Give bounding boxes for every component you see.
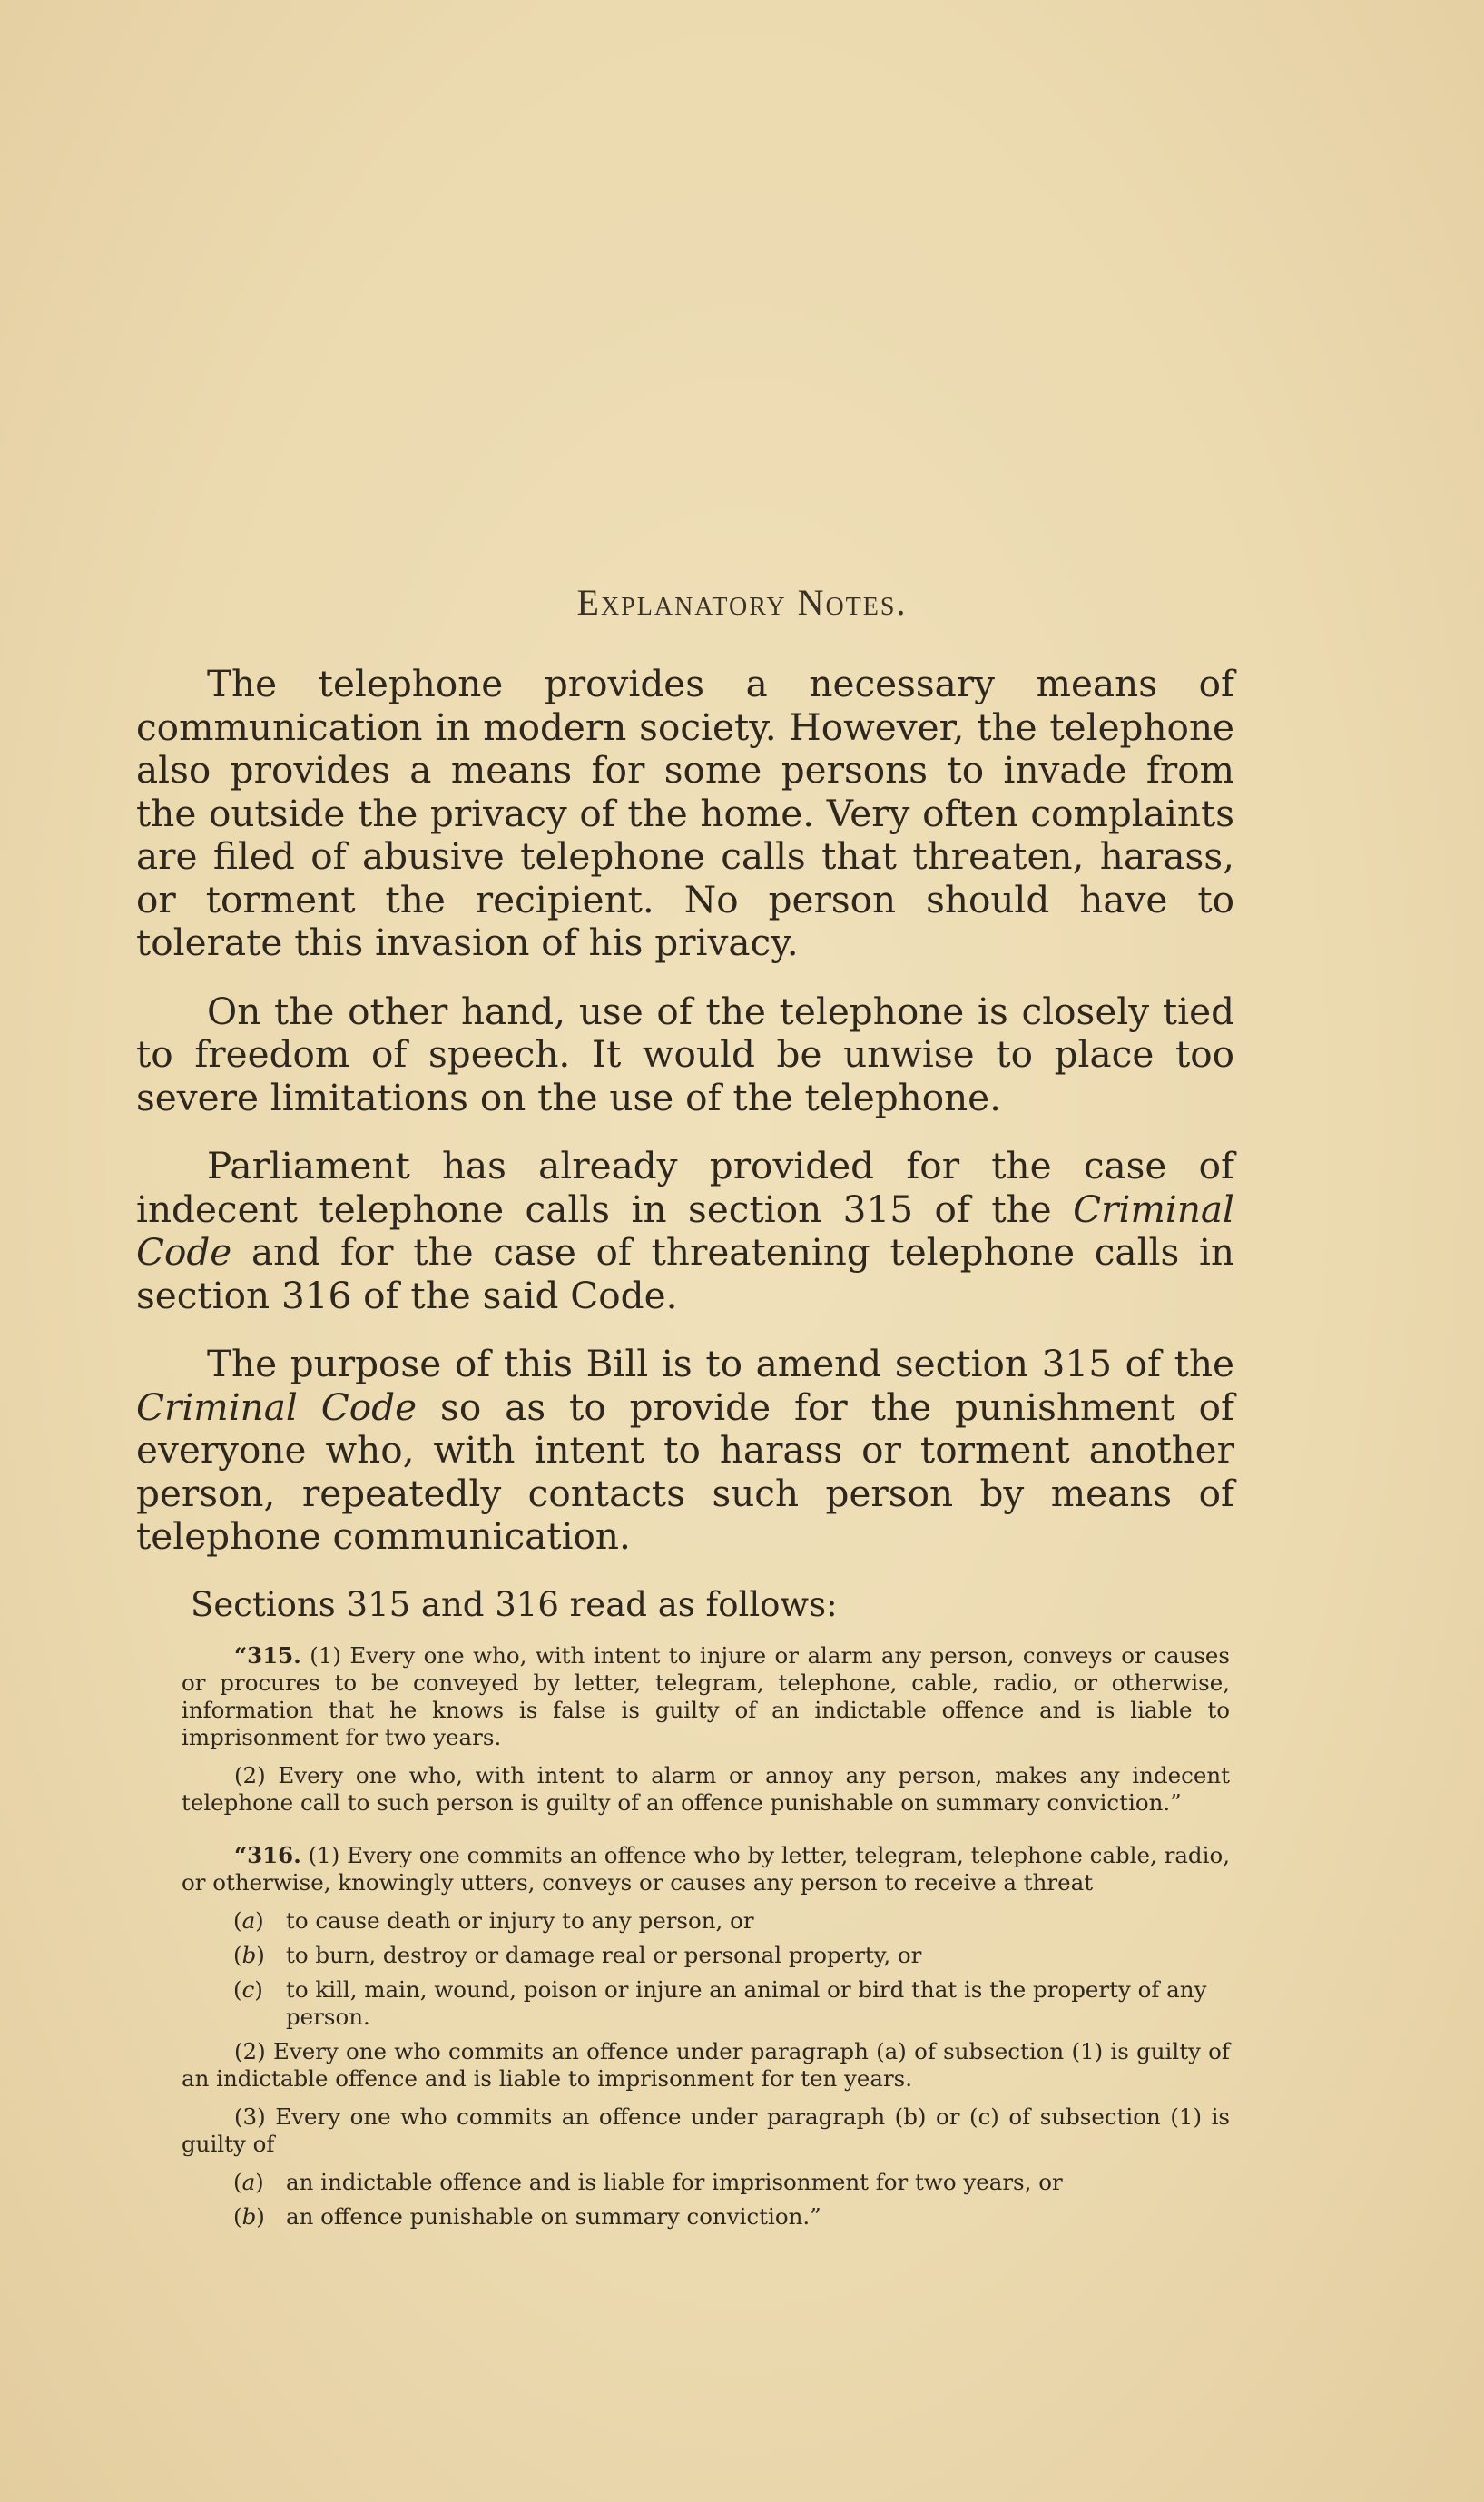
list-item-label: (a)	[233, 1906, 264, 1934]
paragraph-1: The telephone provides a necessary means of communication in modern society. However, the telephone also provides a means for some persons to invade from the outside the privacy of the home. Very often complaints are filed of abusive telephone calls that threaten, harass, or torment the recipient. No person should have to tolerate this invasion of his privacy.	[136, 662, 1234, 964]
list-item	[182, 2169, 1230, 2196]
explanatory-notes-body	[136, 663, 1234, 2238]
list-item	[182, 1942, 1230, 1969]
list-item-text: an indictable offence and is liable for imprisonment for two years, or	[286, 2168, 1063, 2195]
list-item	[182, 1976, 1230, 2031]
criminal-code-reference: Criminal Code	[136, 1187, 1234, 1274]
section-316-subsection-3: (3) Every one who commits an offence under paragraph (b) or (c) of subsection (1) is guilty of	[182, 2103, 1230, 2157]
list-item-text: to cause death or injury to any person, or	[286, 1906, 754, 1934]
paragraph-3-text-a: Parliament has already provided for the case of indecent telephone calls in section 315 of the	[136, 1144, 1234, 1231]
paragraph-3-text-b: and for the case of threatening telephone calls in section 316 of the said Code.	[136, 1230, 1234, 1317]
criminal-code-reference: Criminal Code	[136, 1384, 418, 1429]
quoted-sections	[182, 1642, 1230, 2231]
section-316-subsection-2: (2) Every one who commits an offence under paragraph (a) of subsection (1) is guilty of an indictable offence and is liable to imprisonment for ten years.	[182, 2037, 1230, 2092]
sections-lead-in: Sections 315 and 316 read as follows:	[191, 1584, 838, 1624]
section-315-subsection-1-text: (1) Every one who, with intent to injure or alarm any person, conveys or causes or procures to be conveyed by letter, telegram, telephone, cable, radio, or otherwise, information that he knows is false is guilty of an indictable offence and is liable to imprisonment for two years.	[182, 1641, 1230, 1750]
list-item-text: to kill, main, wound, poison or injure an animal or bird that is the property of any person.	[286, 1975, 1207, 2030]
section-315-subsection-2: (2) Every one who, with intent to alarm or annoy any person, makes any indecent telephone call to such person is guilty of an offence punishable on summary conviction.”	[182, 1761, 1230, 1816]
paragraph-3	[136, 1145, 1234, 1317]
paragraph-4-text-b: so as to provide for the punishment of everyone who, with intent to harass or torment another person, repeatedly contacts such person by means of telephone communication.	[136, 1384, 1235, 1558]
list-item-text: to burn, destroy or damage real or personal property, or	[286, 1941, 922, 1968]
section-315-number: “315.	[234, 1641, 301, 1669]
list-item-label: (a)	[233, 2168, 264, 2195]
list-item	[182, 2203, 1230, 2231]
section-316-subsection-1	[182, 1842, 1230, 1896]
section-316-number: “316.	[234, 1841, 301, 1868]
page-title: Explanatory Notes.	[576, 582, 908, 623]
list-item-text: an offence punishable on summary conviction.”	[286, 2202, 821, 2230]
paragraph-2: On the other hand, use of the telephone is closely tied to freedom of speech. It would be unwise to place too severe limitations on the use of the telephone.	[136, 989, 1234, 1119]
list-item-label: (c)	[233, 1975, 263, 2003]
paragraph-4-text-a: The purpose of this Bill is to amend section 315 of the	[207, 1342, 1234, 1385]
section-316-subsection-1-text: (1) Every one commits an offence who by letter, telegram, telephone cable, radio, or otherwise, knowingly utters, conveys or causes any person to receive a threat	[182, 1841, 1230, 1896]
list-item-label: (b)	[233, 2202, 265, 2230]
paragraph-4	[136, 1343, 1234, 1559]
list-item	[182, 1907, 1230, 1935]
list-item-label: (b)	[233, 1941, 265, 1968]
section-315-subsection-1	[182, 1642, 1230, 1751]
